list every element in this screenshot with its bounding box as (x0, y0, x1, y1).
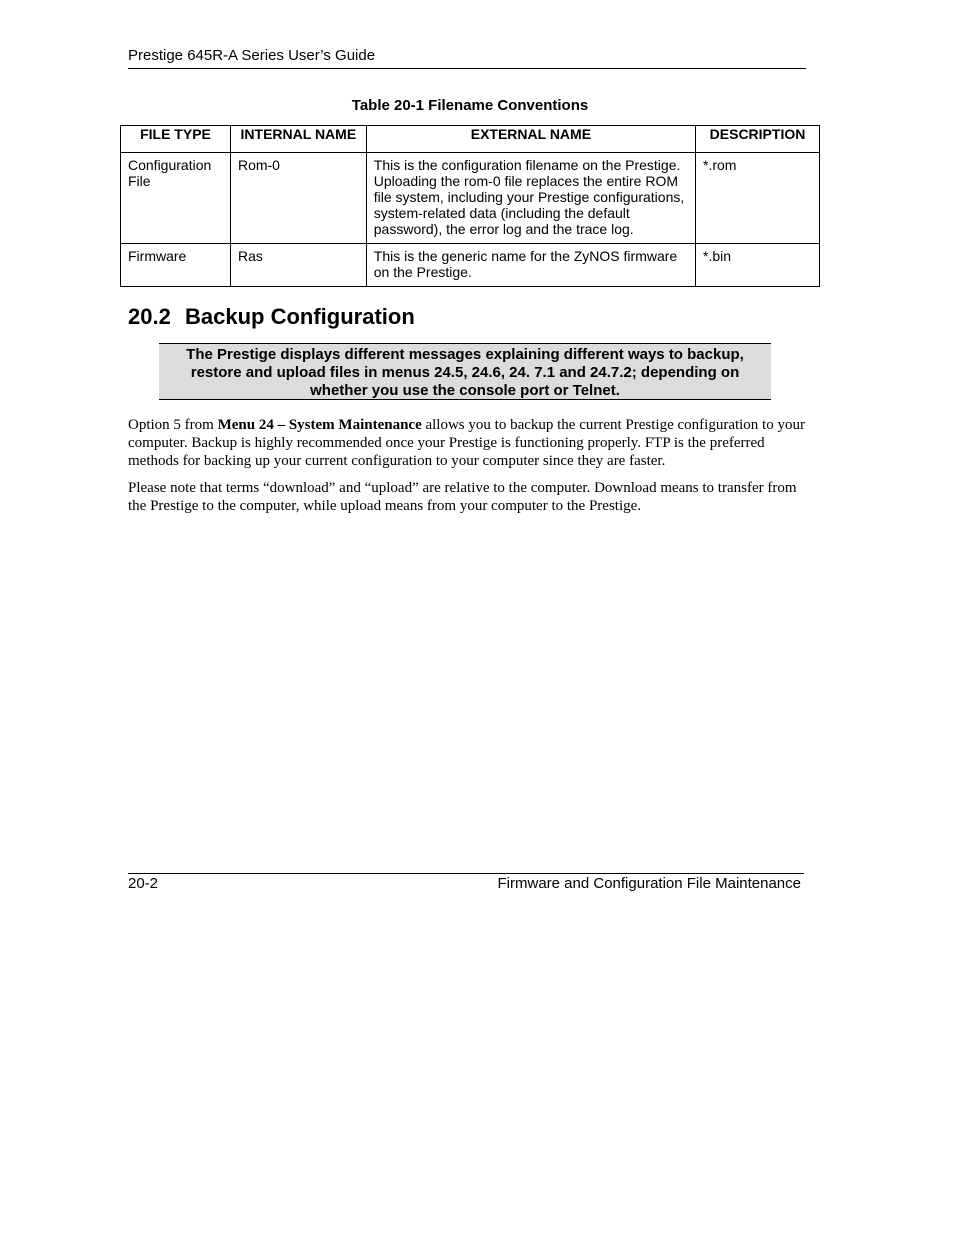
note-line: The Prestige displays different messages explaining different ways to backup, (186, 346, 744, 363)
section-number: 20.2 (128, 304, 171, 329)
menu-reference: Menu 24 – System Maintenance (217, 417, 422, 433)
chapter-title: Firmware and Configuration File Maintenance (497, 875, 801, 892)
note-line: whether you use the console port or Telnet. (310, 382, 620, 399)
paragraph-text: allows you to backup the current Prestige configuration to your computer. Backup is highly recommended once your Prestige is functioning properly. FTP is the preferred methods for backing up your current configuration to your computer since they are faster. (128, 417, 805, 469)
document-title: Prestige 645R-A Series User’s Guide (128, 47, 376, 64)
note-box (159, 343, 771, 400)
header-rule (128, 68, 806, 69)
cell-external-name: This is the generic name for the ZyNOS firmware on the Prestige. (366, 244, 695, 287)
note-line: restore and upload files in menus 24.5, 24.6, 24. 7.1 and 24.7.2; depending on (190, 364, 740, 381)
table-caption: Table 20-1 Filename Conventions (351, 97, 589, 114)
cell-internal-name: Rom-0 (230, 153, 366, 244)
table-header-row (121, 126, 820, 153)
section-title: Backup Configuration (185, 304, 415, 329)
column-header-file-type: FILE TYPE (121, 126, 231, 153)
cell-description: *.bin (696, 244, 820, 287)
paragraph-backup-intro (128, 416, 808, 470)
footer-rule (128, 873, 804, 874)
page-header (128, 47, 806, 65)
column-header-external-name: EXTERNAL NAME (366, 126, 695, 153)
cell-external-name: This is the configuration filename on the Prestige. Uploading the rom-0 file replaces the entire ROM file system, including your Prestige configurations, system-related data (including the default password), the error log and the trace log. (366, 153, 695, 244)
filename-conventions-table (120, 125, 820, 287)
paragraph-download-upload-note: Please note that terms “download” and “upload” are relative to the computer. Download means to transfer from the Prestige to the computer, while upload means from your computer to the Prestige. (128, 480, 797, 514)
table-row (121, 153, 820, 244)
cell-file-type: Firmware (121, 244, 231, 287)
cell-file-type: Configuration File (121, 153, 231, 244)
table-row (121, 244, 820, 287)
cell-internal-name: Ras (230, 244, 366, 287)
page-number: 20-2 (128, 875, 159, 892)
section-heading (128, 304, 415, 330)
paragraph-text: Option 5 from (128, 417, 218, 433)
cell-description: *.rom (696, 153, 820, 244)
column-header-internal-name: INTERNAL NAME (230, 126, 366, 153)
column-header-description: DESCRIPTION (696, 126, 820, 153)
